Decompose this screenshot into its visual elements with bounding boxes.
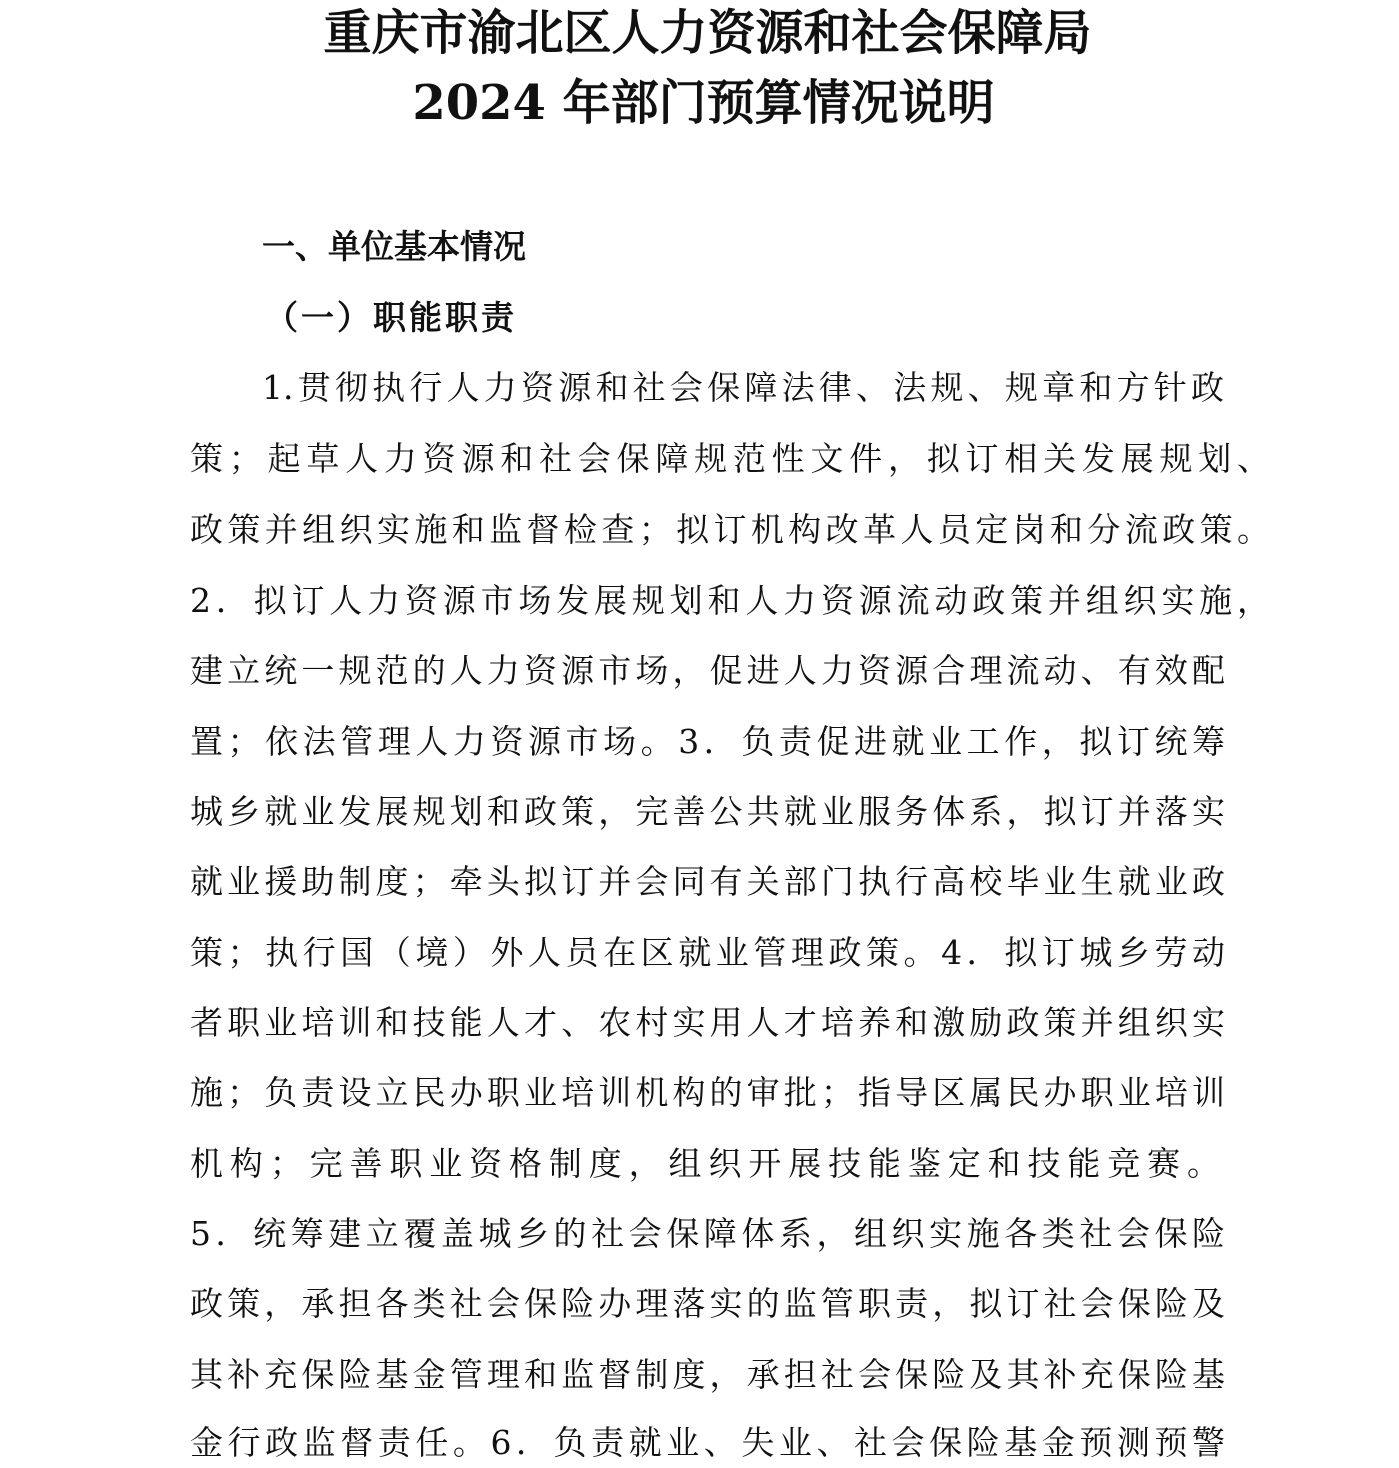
section-heading: 一、单位基本情况 <box>262 227 526 266</box>
paragraph-line: 政策并组织实施和监督检查；拟订机构改革人员定岗和分流政策。 <box>190 510 1270 549</box>
paragraph-line: 者职业培训和技能人才、农村实用人才培养和激励政策并组织实 <box>190 1003 1225 1042</box>
paragraph-line: 策；起草人力资源和社会保障规范性文件，拟订相关发展规划、 <box>190 439 1270 478</box>
paragraph-line: 其补充保险基金管理和监督制度，承担社会保险及其补充保险基 <box>190 1355 1225 1394</box>
paragraph-line: 1.贯彻执行人力资源和社会保障法律、法规、规章和方针政 <box>262 368 1224 407</box>
paragraph-line: 5．统筹建立覆盖城乡的社会保障体系，组织实施各类社会保险 <box>190 1214 1225 1253</box>
document-title-line-1: 重庆市渝北区人力资源和社会保障局 <box>323 5 1092 61</box>
paragraph-line: 建立统一规范的人力资源市场，促进人力资源合理流动、有效配 <box>190 651 1225 690</box>
paragraph-line: 策；执行国（境）外人员在区就业管理政策。4．拟订城乡劳动 <box>190 933 1225 972</box>
paragraph-line: 施；负责设立民办职业培训机构的审批；指导区属民办职业培训 <box>190 1073 1225 1112</box>
paragraph-line: 城乡就业发展规划和政策，完善公共就业服务体系，拟订并落实 <box>190 792 1225 831</box>
subsection-heading: （一）职能职责 <box>265 298 517 337</box>
paragraph-line: 2．拟订人力资源市场发展规划和人力资源流动政策并组织实施， <box>190 581 1270 620</box>
paragraph-line: 置；依法管理人力资源市场。3．负责促进就业工作，拟订统筹 <box>190 722 1225 761</box>
paragraph-line: 机构；完善职业资格制度，组织开展技能鉴定和技能竞赛。 <box>190 1144 1220 1183</box>
paragraph-line: 就业援助制度；牵头拟订并会同有关部门执行高校毕业生就业政 <box>190 862 1225 901</box>
paragraph-line: 金行政监督责任。6．负责就业、失业、社会保险基金预测预警 <box>190 1423 1225 1462</box>
document-title-line-2: 2024 年部门预算情况说明 <box>412 75 995 131</box>
paragraph-line: 政策，承担各类社会保险办理落实的监管职责，拟订社会保险及 <box>190 1284 1225 1323</box>
